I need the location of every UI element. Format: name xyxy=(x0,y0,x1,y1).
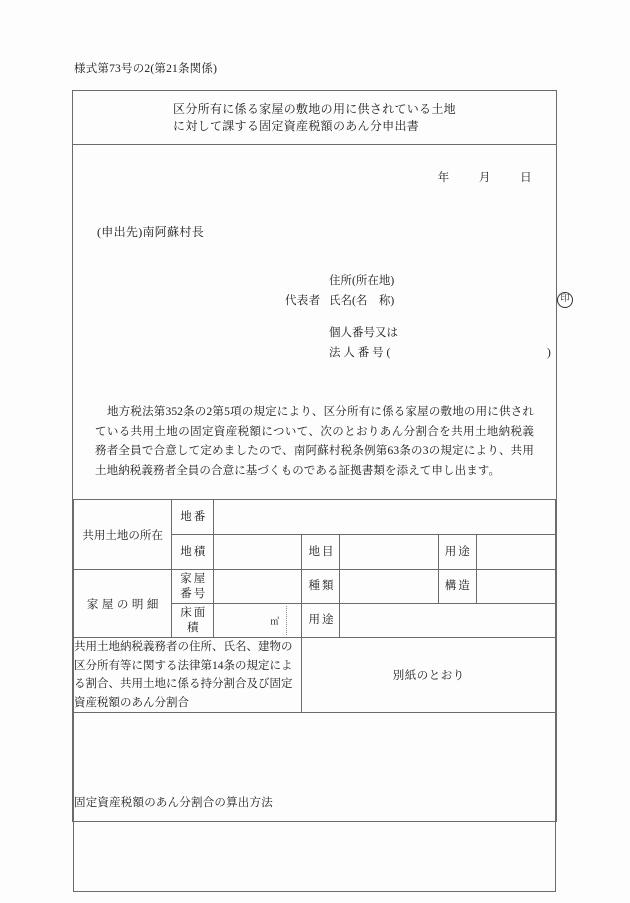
party-lines xyxy=(329,271,570,363)
form-title-line-1: 区分所有に係る家屋の敷地の用に供されている土地 xyxy=(173,102,456,116)
name-row xyxy=(329,291,570,311)
applicant-section xyxy=(73,145,570,397)
building-youto-value[interactable] xyxy=(340,604,556,638)
form-frame xyxy=(72,90,570,822)
form-title xyxy=(73,91,556,145)
form-title-inner xyxy=(173,101,456,135)
land-youto-value[interactable] xyxy=(476,535,555,570)
addressee-line: (申出先)南阿蘇村長 xyxy=(97,225,204,239)
id-number-row xyxy=(329,343,551,363)
id-number-label-1: 個人番号又は xyxy=(329,327,398,339)
table-row xyxy=(74,500,556,535)
table-row xyxy=(74,638,556,713)
chiseki-label: 地積 xyxy=(172,535,214,570)
building-structure-value[interactable] xyxy=(476,570,555,604)
land-youto-label: 用途 xyxy=(438,535,476,570)
form-number: 様式第73号の2(第21条関係) xyxy=(74,63,218,75)
building-number-label-line1: 家屋 xyxy=(180,572,208,585)
id-number-label-2: 法 人 番 号 ( xyxy=(329,347,391,359)
building-number-label xyxy=(172,570,214,604)
form-title-line-2: に対して課する固定資産税額のあん分申出書 xyxy=(173,119,420,133)
building-youto-label: 用途 xyxy=(302,604,340,638)
statement-text: 地方税法第352条の2第5項の規定により、区分所有に係る家屋の敷地の用に供されている共用土地の固定資産税額について、次のとおりあん分割合を共用土地納税義務者全員で合意して定めましたので、南阿蘇村税条例第63条の3の規定により、共用土地納税義務者全員の合意に基づくものである証拠書類を添えて申し出ます。 xyxy=(95,406,534,477)
floor-area-unit: ㎡ xyxy=(270,617,280,627)
chiban-value[interactable] xyxy=(214,500,556,535)
floor-area-label-line2: 積 xyxy=(186,621,201,634)
building-details-label: 家屋の明細 xyxy=(74,570,172,638)
seal-icon: 印 xyxy=(557,292,573,308)
name-label: 氏名(名 称) xyxy=(329,295,395,307)
representative-label: 代表者 xyxy=(285,295,321,307)
chimoku-value[interactable] xyxy=(340,535,438,570)
table-row xyxy=(74,713,556,892)
floor-area-label xyxy=(172,604,214,638)
ratio-value[interactable]: 別紙のとおり xyxy=(302,638,556,713)
table-row xyxy=(74,570,556,604)
calculation-method-label: 固定資産税額のあん分割合の算出方法 xyxy=(74,797,273,809)
spacer xyxy=(329,311,398,323)
date-row xyxy=(438,169,532,185)
party-block xyxy=(285,271,570,363)
date-month-label: 月 xyxy=(478,172,491,184)
date-day-label: 日 xyxy=(520,172,532,184)
building-number-value[interactable] xyxy=(214,570,302,604)
floor-area-value[interactable] xyxy=(214,604,302,638)
details-table xyxy=(73,500,556,892)
chimoku-label: 地目 xyxy=(302,535,340,570)
building-number-label-line2: 番号 xyxy=(180,587,208,600)
building-structure-label: 構造 xyxy=(438,570,476,604)
land-location-label: 共用土地の所在 xyxy=(74,500,172,570)
date-year-label: 年 xyxy=(437,172,450,184)
building-type-value[interactable] xyxy=(340,570,438,604)
floor-area-divider xyxy=(286,606,287,635)
building-type-label: 種類 xyxy=(302,570,340,604)
chiseki-value[interactable] xyxy=(214,535,302,570)
address-label: 住所(所在地) xyxy=(329,275,395,287)
calculation-method-cell[interactable] xyxy=(74,713,556,892)
chiban-label: 地番 xyxy=(172,500,214,535)
statement-paragraph xyxy=(73,397,556,500)
ratio-label: 共用土地納税義務者の住所、氏名、建物の区分所有等に関する法律第14条の規定による割合、共用土地に係る持分割合及び固定資産税額のあん分割合 xyxy=(74,638,302,713)
id-number-close-paren: ) xyxy=(547,347,551,359)
floor-area-label-line1: 床面 xyxy=(180,606,208,619)
